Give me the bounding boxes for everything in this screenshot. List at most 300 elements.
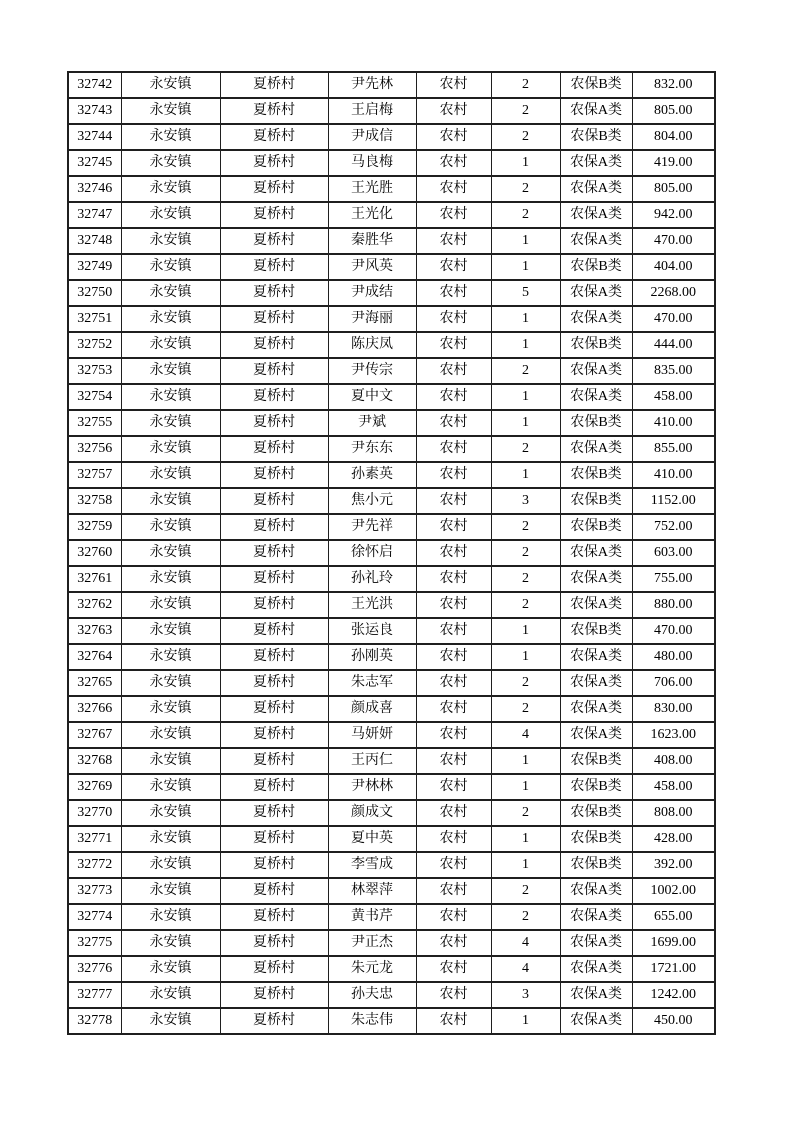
town-cell: 永安镇 <box>121 592 220 618</box>
amount-cell: 458.00 <box>632 384 715 410</box>
serial-number-cell: 32754 <box>68 384 121 410</box>
serial-number-cell: 32776 <box>68 956 121 982</box>
person-name-cell: 陈庆凤 <box>328 332 416 358</box>
person-count-cell: 1 <box>491 618 560 644</box>
person-count-cell: 1 <box>491 1008 560 1034</box>
person-count-cell: 1 <box>491 748 560 774</box>
village-cell: 夏桥村 <box>220 696 328 722</box>
insurance-category-cell: 农保A类 <box>560 176 632 202</box>
person-count-cell: 2 <box>491 800 560 826</box>
serial-number-cell: 32752 <box>68 332 121 358</box>
insurance-category-cell: 农保A类 <box>560 98 632 124</box>
village-cell: 夏桥村 <box>220 722 328 748</box>
residence-type-cell: 农村 <box>416 566 491 592</box>
serial-number-cell: 32772 <box>68 852 121 878</box>
table-row <box>68 280 715 306</box>
serial-number-cell: 32777 <box>68 982 121 1008</box>
person-count-cell: 2 <box>491 202 560 228</box>
serial-number-cell: 32753 <box>68 358 121 384</box>
person-name-cell: 李雪成 <box>328 852 416 878</box>
person-name-cell: 焦小元 <box>328 488 416 514</box>
town-cell: 永安镇 <box>121 774 220 800</box>
serial-number-cell: 32744 <box>68 124 121 150</box>
person-count-cell: 1 <box>491 852 560 878</box>
person-count-cell: 1 <box>491 644 560 670</box>
insurance-category-cell: 农保A类 <box>560 644 632 670</box>
village-cell: 夏桥村 <box>220 618 328 644</box>
person-count-cell: 2 <box>491 878 560 904</box>
person-name-cell: 王光胜 <box>328 176 416 202</box>
town-cell: 永安镇 <box>121 956 220 982</box>
town-cell: 永安镇 <box>121 618 220 644</box>
person-count-cell: 4 <box>491 722 560 748</box>
village-cell: 夏桥村 <box>220 852 328 878</box>
person-name-cell: 颜成文 <box>328 800 416 826</box>
person-name-cell: 王启梅 <box>328 98 416 124</box>
amount-cell: 808.00 <box>632 800 715 826</box>
village-cell: 夏桥村 <box>220 566 328 592</box>
table-row <box>68 436 715 462</box>
village-cell: 夏桥村 <box>220 384 328 410</box>
residence-type-cell: 农村 <box>416 618 491 644</box>
town-cell: 永安镇 <box>121 696 220 722</box>
insurance-category-cell: 农保A类 <box>560 566 632 592</box>
town-cell: 永安镇 <box>121 358 220 384</box>
serial-number-cell: 32760 <box>68 540 121 566</box>
insurance-category-cell: 农保B类 <box>560 410 632 436</box>
person-count-cell: 1 <box>491 228 560 254</box>
table-row <box>68 982 715 1008</box>
insurance-category-cell: 农保A类 <box>560 722 632 748</box>
amount-cell: 752.00 <box>632 514 715 540</box>
residence-type-cell: 农村 <box>416 748 491 774</box>
amount-cell: 1721.00 <box>632 956 715 982</box>
person-count-cell: 2 <box>491 904 560 930</box>
person-count-cell: 1 <box>491 150 560 176</box>
amount-cell: 755.00 <box>632 566 715 592</box>
amount-cell: 1699.00 <box>632 930 715 956</box>
table-row <box>68 722 715 748</box>
serial-number-cell: 32763 <box>68 618 121 644</box>
insurance-category-cell: 农保B类 <box>560 72 632 98</box>
serial-number-cell: 32749 <box>68 254 121 280</box>
village-cell: 夏桥村 <box>220 202 328 228</box>
village-cell: 夏桥村 <box>220 800 328 826</box>
table-row <box>68 748 715 774</box>
amount-cell: 832.00 <box>632 72 715 98</box>
person-count-cell: 5 <box>491 280 560 306</box>
person-name-cell: 孙素英 <box>328 462 416 488</box>
serial-number-cell: 32748 <box>68 228 121 254</box>
person-name-cell: 颜成喜 <box>328 696 416 722</box>
residence-type-cell: 农村 <box>416 644 491 670</box>
residence-type-cell: 农村 <box>416 462 491 488</box>
town-cell: 永安镇 <box>121 202 220 228</box>
table-row <box>68 176 715 202</box>
insurance-category-cell: 农保A类 <box>560 930 632 956</box>
village-cell: 夏桥村 <box>220 930 328 956</box>
person-count-cell: 2 <box>491 592 560 618</box>
person-name-cell: 黄书芹 <box>328 904 416 930</box>
table-row <box>68 670 715 696</box>
town-cell: 永安镇 <box>121 904 220 930</box>
person-count-cell: 3 <box>491 488 560 514</box>
amount-cell: 470.00 <box>632 306 715 332</box>
residence-type-cell: 农村 <box>416 774 491 800</box>
amount-cell: 1242.00 <box>632 982 715 1008</box>
amount-cell: 655.00 <box>632 904 715 930</box>
person-count-cell: 1 <box>491 462 560 488</box>
residence-type-cell: 农村 <box>416 696 491 722</box>
insurance-category-cell: 农保B类 <box>560 774 632 800</box>
village-cell: 夏桥村 <box>220 150 328 176</box>
amount-cell: 880.00 <box>632 592 715 618</box>
village-cell: 夏桥村 <box>220 254 328 280</box>
serial-number-cell: 32750 <box>68 280 121 306</box>
table-row <box>68 930 715 956</box>
town-cell: 永安镇 <box>121 384 220 410</box>
table-row <box>68 852 715 878</box>
serial-number-cell: 32770 <box>68 800 121 826</box>
town-cell: 永安镇 <box>121 670 220 696</box>
village-cell: 夏桥村 <box>220 956 328 982</box>
insurance-category-cell: 农保A类 <box>560 358 632 384</box>
town-cell: 永安镇 <box>121 982 220 1008</box>
table-row <box>68 254 715 280</box>
insurance-category-cell: 农保B类 <box>560 462 632 488</box>
residence-type-cell: 农村 <box>416 592 491 618</box>
amount-cell: 428.00 <box>632 826 715 852</box>
village-cell: 夏桥村 <box>220 644 328 670</box>
table-row <box>68 878 715 904</box>
insurance-category-cell: 农保B类 <box>560 514 632 540</box>
town-cell: 永安镇 <box>121 852 220 878</box>
table-row <box>68 306 715 332</box>
town-cell: 永安镇 <box>121 800 220 826</box>
table-row <box>68 800 715 826</box>
records-table <box>67 71 716 1035</box>
town-cell: 永安镇 <box>121 410 220 436</box>
residence-type-cell: 农村 <box>416 98 491 124</box>
residence-type-cell: 农村 <box>416 670 491 696</box>
village-cell: 夏桥村 <box>220 124 328 150</box>
residence-type-cell: 农村 <box>416 254 491 280</box>
village-cell: 夏桥村 <box>220 826 328 852</box>
village-cell: 夏桥村 <box>220 436 328 462</box>
residence-type-cell: 农村 <box>416 800 491 826</box>
person-name-cell: 尹斌 <box>328 410 416 436</box>
person-count-cell: 2 <box>491 514 560 540</box>
person-name-cell: 徐怀启 <box>328 540 416 566</box>
residence-type-cell: 农村 <box>416 930 491 956</box>
amount-cell: 450.00 <box>632 1008 715 1034</box>
town-cell: 永安镇 <box>121 98 220 124</box>
residence-type-cell: 农村 <box>416 332 491 358</box>
amount-cell: 1623.00 <box>632 722 715 748</box>
town-cell: 永安镇 <box>121 878 220 904</box>
person-name-cell: 孙礼玲 <box>328 566 416 592</box>
person-name-cell: 朱志伟 <box>328 1008 416 1034</box>
table-row <box>68 644 715 670</box>
town-cell: 永安镇 <box>121 462 220 488</box>
serial-number-cell: 32773 <box>68 878 121 904</box>
table-row <box>68 566 715 592</box>
village-cell: 夏桥村 <box>220 332 328 358</box>
person-name-cell: 孙刚英 <box>328 644 416 670</box>
town-cell: 永安镇 <box>121 124 220 150</box>
person-count-cell: 2 <box>491 358 560 384</box>
table-row <box>68 124 715 150</box>
table-row <box>68 514 715 540</box>
insurance-category-cell: 农保A类 <box>560 956 632 982</box>
person-name-cell: 王光洪 <box>328 592 416 618</box>
insurance-category-cell: 农保A类 <box>560 228 632 254</box>
residence-type-cell: 农村 <box>416 306 491 332</box>
person-name-cell: 马良梅 <box>328 150 416 176</box>
person-count-cell: 2 <box>491 696 560 722</box>
insurance-category-cell: 农保B类 <box>560 800 632 826</box>
residence-type-cell: 农村 <box>416 280 491 306</box>
table-row <box>68 618 715 644</box>
table-row <box>68 592 715 618</box>
amount-cell: 410.00 <box>632 410 715 436</box>
person-name-cell: 尹东东 <box>328 436 416 462</box>
table-row <box>68 228 715 254</box>
village-cell: 夏桥村 <box>220 514 328 540</box>
serial-number-cell: 32766 <box>68 696 121 722</box>
table-row <box>68 774 715 800</box>
serial-number-cell: 32762 <box>68 592 121 618</box>
serial-number-cell: 32745 <box>68 150 121 176</box>
insurance-category-cell: 农保B类 <box>560 852 632 878</box>
town-cell: 永安镇 <box>121 436 220 462</box>
residence-type-cell: 农村 <box>416 150 491 176</box>
person-name-cell: 孙夫忠 <box>328 982 416 1008</box>
amount-cell: 470.00 <box>632 618 715 644</box>
residence-type-cell: 农村 <box>416 904 491 930</box>
town-cell: 永安镇 <box>121 488 220 514</box>
person-count-cell: 1 <box>491 306 560 332</box>
residence-type-cell: 农村 <box>416 488 491 514</box>
table-row <box>68 202 715 228</box>
table-row <box>68 72 715 98</box>
person-count-cell: 4 <box>491 956 560 982</box>
amount-cell: 1002.00 <box>632 878 715 904</box>
insurance-category-cell: 农保B类 <box>560 826 632 852</box>
amount-cell: 805.00 <box>632 98 715 124</box>
table-row <box>68 358 715 384</box>
residence-type-cell: 农村 <box>416 358 491 384</box>
serial-number-cell: 32746 <box>68 176 121 202</box>
village-cell: 夏桥村 <box>220 176 328 202</box>
town-cell: 永安镇 <box>121 826 220 852</box>
village-cell: 夏桥村 <box>220 280 328 306</box>
amount-cell: 408.00 <box>632 748 715 774</box>
person-count-cell: 2 <box>491 176 560 202</box>
records-table-body <box>68 72 715 1034</box>
town-cell: 永安镇 <box>121 332 220 358</box>
person-name-cell: 王光化 <box>328 202 416 228</box>
person-name-cell: 尹海丽 <box>328 306 416 332</box>
residence-type-cell: 农村 <box>416 826 491 852</box>
person-count-cell: 3 <box>491 982 560 1008</box>
village-cell: 夏桥村 <box>220 72 328 98</box>
residence-type-cell: 农村 <box>416 384 491 410</box>
insurance-category-cell: 农保B类 <box>560 254 632 280</box>
residence-type-cell: 农村 <box>416 436 491 462</box>
village-cell: 夏桥村 <box>220 462 328 488</box>
amount-cell: 804.00 <box>632 124 715 150</box>
serial-number-cell: 32778 <box>68 1008 121 1034</box>
person-count-cell: 1 <box>491 774 560 800</box>
serial-number-cell: 32769 <box>68 774 121 800</box>
person-name-cell: 尹成信 <box>328 124 416 150</box>
residence-type-cell: 农村 <box>416 1008 491 1034</box>
residence-type-cell: 农村 <box>416 722 491 748</box>
person-name-cell: 张运良 <box>328 618 416 644</box>
person-count-cell: 1 <box>491 254 560 280</box>
insurance-category-cell: 农保B类 <box>560 748 632 774</box>
serial-number-cell: 32767 <box>68 722 121 748</box>
table-row <box>68 332 715 358</box>
residence-type-cell: 农村 <box>416 410 491 436</box>
person-name-cell: 马妍妍 <box>328 722 416 748</box>
person-count-cell: 1 <box>491 332 560 358</box>
amount-cell: 830.00 <box>632 696 715 722</box>
amount-cell: 480.00 <box>632 644 715 670</box>
table-row <box>68 904 715 930</box>
village-cell: 夏桥村 <box>220 488 328 514</box>
village-cell: 夏桥村 <box>220 410 328 436</box>
residence-type-cell: 农村 <box>416 878 491 904</box>
serial-number-cell: 32743 <box>68 98 121 124</box>
person-count-cell: 4 <box>491 930 560 956</box>
serial-number-cell: 32756 <box>68 436 121 462</box>
residence-type-cell: 农村 <box>416 540 491 566</box>
town-cell: 永安镇 <box>121 748 220 774</box>
insurance-category-cell: 农保B类 <box>560 332 632 358</box>
amount-cell: 444.00 <box>632 332 715 358</box>
amount-cell: 419.00 <box>632 150 715 176</box>
serial-number-cell: 32771 <box>68 826 121 852</box>
amount-cell: 458.00 <box>632 774 715 800</box>
person-name-cell: 夏中英 <box>328 826 416 852</box>
person-name-cell: 秦胜华 <box>328 228 416 254</box>
residence-type-cell: 农村 <box>416 72 491 98</box>
town-cell: 永安镇 <box>121 150 220 176</box>
amount-cell: 805.00 <box>632 176 715 202</box>
person-name-cell: 尹先祥 <box>328 514 416 540</box>
person-name-cell: 尹成结 <box>328 280 416 306</box>
residence-type-cell: 农村 <box>416 202 491 228</box>
village-cell: 夏桥村 <box>220 540 328 566</box>
town-cell: 永安镇 <box>121 930 220 956</box>
village-cell: 夏桥村 <box>220 306 328 332</box>
insurance-category-cell: 农保B类 <box>560 618 632 644</box>
residence-type-cell: 农村 <box>416 982 491 1008</box>
person-count-cell: 1 <box>491 826 560 852</box>
table-row <box>68 150 715 176</box>
person-name-cell: 林翠萍 <box>328 878 416 904</box>
insurance-category-cell: 农保A类 <box>560 982 632 1008</box>
town-cell: 永安镇 <box>121 72 220 98</box>
person-count-cell: 2 <box>491 72 560 98</box>
amount-cell: 706.00 <box>632 670 715 696</box>
serial-number-cell: 32759 <box>68 514 121 540</box>
town-cell: 永安镇 <box>121 1008 220 1034</box>
insurance-category-cell: 农保A类 <box>560 592 632 618</box>
town-cell: 永安镇 <box>121 722 220 748</box>
insurance-category-cell: 农保A类 <box>560 202 632 228</box>
serial-number-cell: 32775 <box>68 930 121 956</box>
insurance-category-cell: 农保A类 <box>560 384 632 410</box>
table-row <box>68 98 715 124</box>
serial-number-cell: 32761 <box>68 566 121 592</box>
person-name-cell: 王丙仁 <box>328 748 416 774</box>
insurance-category-cell: 农保A类 <box>560 904 632 930</box>
person-name-cell: 尹正杰 <box>328 930 416 956</box>
residence-type-cell: 农村 <box>416 956 491 982</box>
insurance-category-cell: 农保A类 <box>560 670 632 696</box>
amount-cell: 1152.00 <box>632 488 715 514</box>
serial-number-cell: 32764 <box>68 644 121 670</box>
person-count-cell: 1 <box>491 410 560 436</box>
serial-number-cell: 32765 <box>68 670 121 696</box>
village-cell: 夏桥村 <box>220 1008 328 1034</box>
insurance-category-cell: 农保B类 <box>560 488 632 514</box>
residence-type-cell: 农村 <box>416 176 491 202</box>
village-cell: 夏桥村 <box>220 670 328 696</box>
village-cell: 夏桥村 <box>220 358 328 384</box>
person-name-cell: 尹林林 <box>328 774 416 800</box>
town-cell: 永安镇 <box>121 540 220 566</box>
village-cell: 夏桥村 <box>220 982 328 1008</box>
table-row <box>68 956 715 982</box>
town-cell: 永安镇 <box>121 514 220 540</box>
amount-cell: 2268.00 <box>632 280 715 306</box>
amount-cell: 404.00 <box>632 254 715 280</box>
person-count-cell: 2 <box>491 540 560 566</box>
serial-number-cell: 32751 <box>68 306 121 332</box>
village-cell: 夏桥村 <box>220 748 328 774</box>
town-cell: 永安镇 <box>121 228 220 254</box>
village-cell: 夏桥村 <box>220 904 328 930</box>
town-cell: 永安镇 <box>121 566 220 592</box>
person-name-cell: 朱元龙 <box>328 956 416 982</box>
residence-type-cell: 农村 <box>416 852 491 878</box>
person-count-cell: 2 <box>491 670 560 696</box>
insurance-category-cell: 农保A类 <box>560 436 632 462</box>
amount-cell: 603.00 <box>632 540 715 566</box>
person-name-cell: 尹风英 <box>328 254 416 280</box>
town-cell: 永安镇 <box>121 280 220 306</box>
table-row <box>68 1008 715 1034</box>
insurance-category-cell: 农保B类 <box>560 124 632 150</box>
serial-number-cell: 32768 <box>68 748 121 774</box>
serial-number-cell: 32774 <box>68 904 121 930</box>
town-cell: 永安镇 <box>121 644 220 670</box>
table-row <box>68 488 715 514</box>
insurance-category-cell: 农保A类 <box>560 1008 632 1034</box>
residence-type-cell: 农村 <box>416 514 491 540</box>
insurance-category-cell: 农保A类 <box>560 306 632 332</box>
town-cell: 永安镇 <box>121 254 220 280</box>
village-cell: 夏桥村 <box>220 98 328 124</box>
person-name-cell: 尹先林 <box>328 72 416 98</box>
person-count-cell: 1 <box>491 384 560 410</box>
insurance-category-cell: 农保A类 <box>560 696 632 722</box>
serial-number-cell: 32757 <box>68 462 121 488</box>
